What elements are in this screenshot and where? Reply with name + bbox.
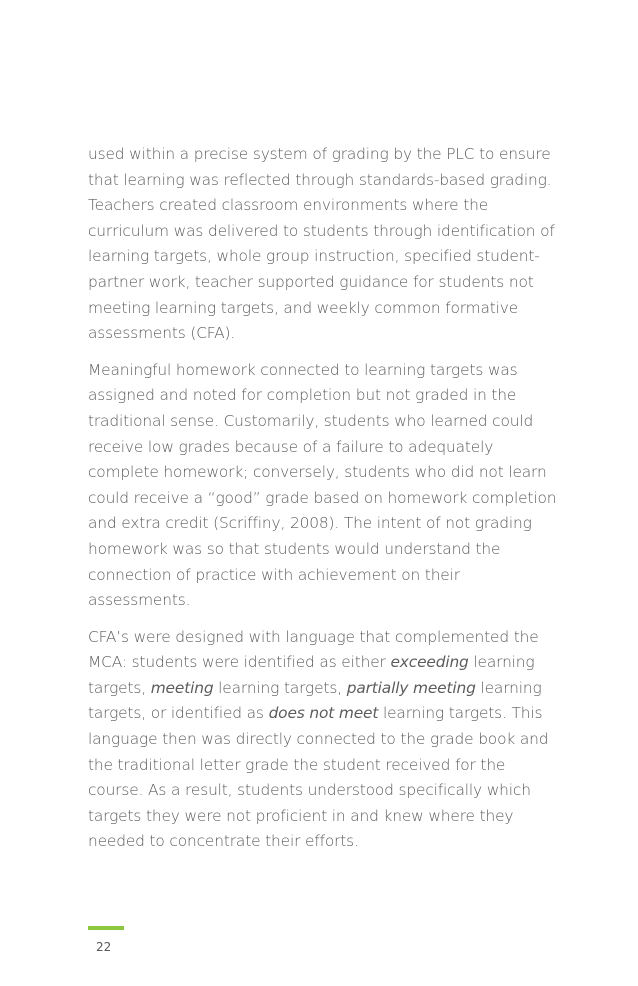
body-text (88, 142, 558, 866)
paragraph-2 (88, 358, 558, 614)
italic-term: meeting (150, 678, 214, 697)
italic-term: partially meeting (346, 678, 476, 697)
text-run: Meaningful homework connected to learning targets was assigned and noted for completion but not graded in the traditional sense. Customarily, students who learned could receive low grades because of a failure to adequately complete homework; conversely, students who did not learn could receive a “good” grade based on homework completion and extra credit (Scriffiny, 2008). The intent of not grading homework was so that students would understand the connection of practice with achievement on their assessments. (88, 360, 557, 610)
text-run: used within a precise system of grading by the PLC to ensure that learning was reflected through standards-based grading. Teachers created classroom environments where the curriculum was delivered to students through identification of learning targets, whole group instruction, specified student-partner work, teacher supported guidance for students not meeting learning targets, and weekly common formative assessments (CFA). (88, 145, 555, 343)
footer-rule (88, 926, 124, 930)
text-run: learning targets, (213, 678, 347, 697)
page-number: 22 (96, 940, 112, 954)
italic-term: exceeding (390, 653, 469, 672)
text-run: CFA’s were designed with language that complemented the MCA: students were identified as either (88, 627, 539, 672)
paragraph-3 (88, 625, 558, 855)
text-run: learning targets, or identified as (88, 678, 542, 723)
paragraph-1 (88, 142, 558, 347)
text-run: learning targets, (88, 653, 535, 697)
text-run: learning targets. This language then was directly connected to the grade book and the traditional letter grade the student received for the course. As a result, students understood specifically which targets they were not proficient in and knew where they needed to concentrate their efforts. (88, 704, 549, 851)
italic-term: does not meet (268, 704, 379, 723)
